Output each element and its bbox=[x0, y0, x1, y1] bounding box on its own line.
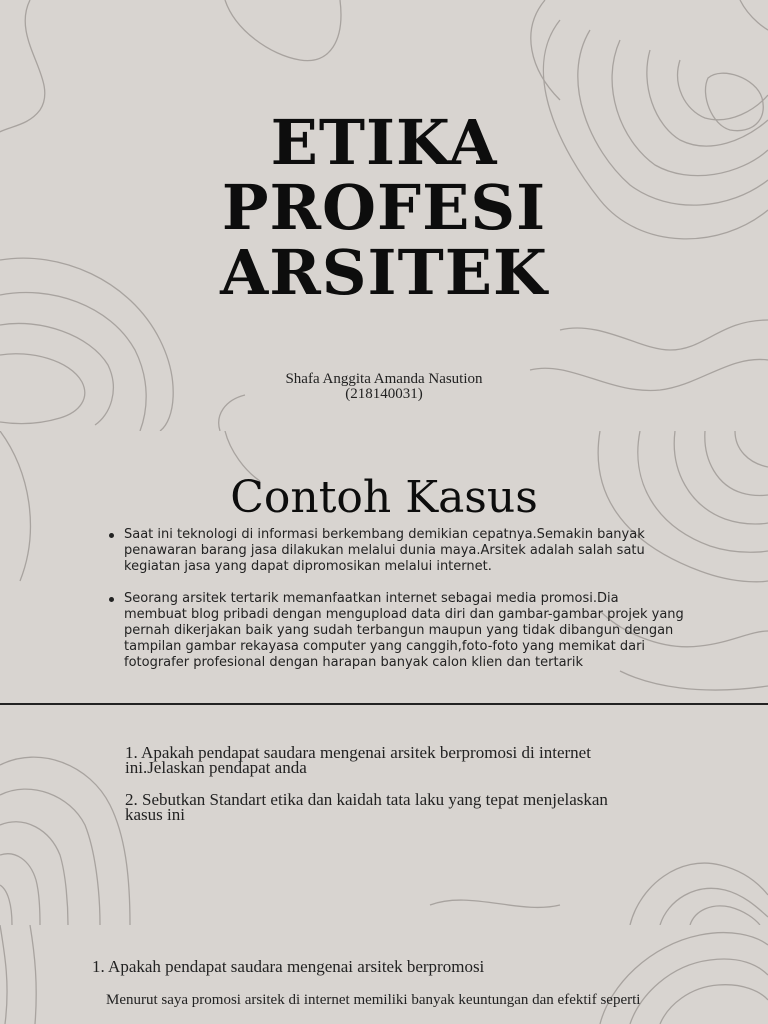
slide-answer bbox=[0, 925, 768, 1024]
question-item: 1. Apakah pendapat saudara mengenai arsitek berpromosi di internet ini.Jelaskan pendapat anda bbox=[125, 743, 591, 777]
author-info bbox=[0, 372, 768, 402]
case-bullet-list bbox=[124, 527, 684, 687]
bullet-text: Seorang arsitek tertarik memanfaatkan internet sebagai media promosi.Dia membuat blog pribadi dengan mengupload data diri dan gambar-gambar projek yang pernah dikerjakan baik yang sudah terbangun maupun yang tidak dibangun dengan tampilan gambar rekayasa computer yang canggih,foto-foto yang memikat dari fotografer profesional dengan harapan banyak calon klien dan tertarik bbox=[124, 591, 684, 670]
answer-block bbox=[92, 958, 692, 1007]
question-item: 2. Sebutkan Standart etika dan kaidah tata laku yang tepat menjelaskan kasus ini bbox=[125, 790, 608, 824]
title-line: ETIKA bbox=[270, 106, 498, 179]
author-id: (218140031) bbox=[345, 386, 423, 402]
answer-text: Menurut saya promosi arsitek di internet memiliki banyak keuntungan dan efektif seperti bbox=[106, 992, 641, 1008]
presentation-title bbox=[0, 106, 768, 309]
title-line: ARSITEK bbox=[220, 236, 548, 309]
slide-title bbox=[0, 0, 768, 431]
bullet-item bbox=[124, 527, 684, 575]
title-line: PROFESI bbox=[221, 171, 547, 244]
question-list bbox=[125, 745, 645, 839]
author-name: Shafa Anggita Amanda Nasution bbox=[285, 371, 483, 387]
slide-contoh-kasus bbox=[0, 431, 768, 704]
slide-questions bbox=[0, 705, 768, 925]
slide-heading: Contoh Kasus bbox=[230, 472, 538, 523]
bullet-text: Saat ini teknologi di informasi berkembang demikian cepatnya.Semakin banyak penawaran barang jasa dilakukan melalui dunia maya.Arsitek adalah salah satu kegiatan jasa yang dapat dipromosikan melalui internet. bbox=[124, 527, 645, 574]
bullet-dot-icon bbox=[109, 533, 114, 538]
question-item: 1. Apakah pendapat saudara mengenai arsitek berpromosi bbox=[92, 957, 485, 976]
bullet-item bbox=[124, 591, 684, 671]
bullet-dot-icon bbox=[109, 597, 114, 602]
